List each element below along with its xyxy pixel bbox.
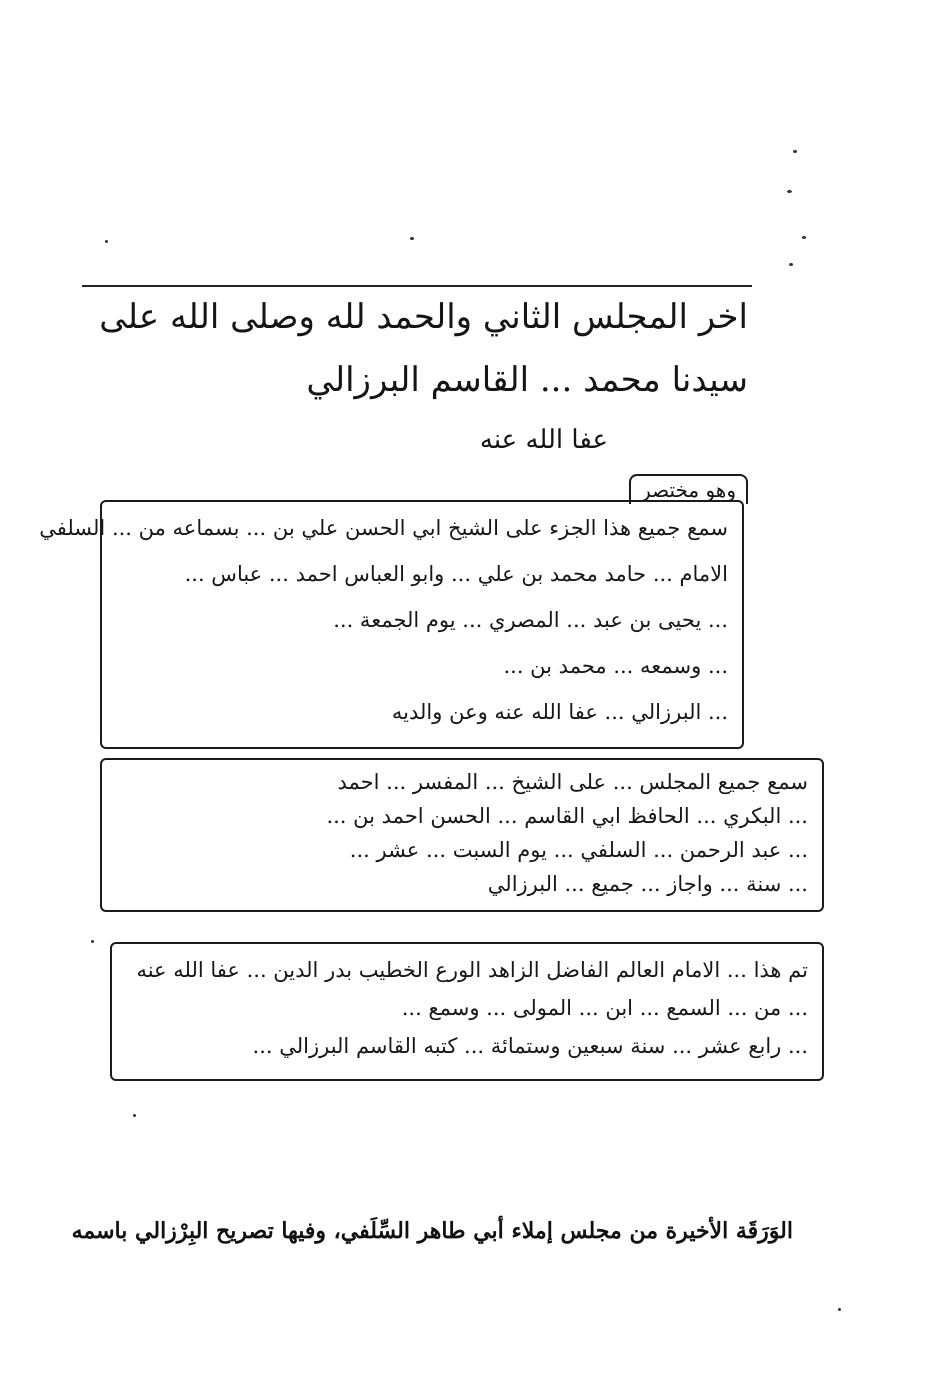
- scan-speck: [838, 1308, 841, 1311]
- manuscript-title-line-3: عفا الله عنه: [479, 425, 608, 455]
- manuscript-title-line-1: اخر المجلس الثاني والحمد لله وصلى الله على: [99, 297, 748, 337]
- header-rule: [82, 285, 752, 287]
- note-line: ... سنة ... واجاز ... جميع ... البرزالي: [487, 872, 808, 896]
- note-line: ... يحيى بن عبد ... المصري ... يوم الجمعة ...: [333, 608, 728, 632]
- note-line: الامام ... حامد محمد بن علي ... وابو العباس احمد ... عباس ...: [184, 562, 728, 586]
- manuscript-title-line-2: سيدنا محمد ... القاسم البرزالي: [306, 360, 748, 400]
- note-line: ... عبد الرحمن ... السلفي ... يوم السبت ... عشر ...: [349, 838, 808, 862]
- scan-speck: [789, 263, 793, 266]
- note-line: ... من ... السمع ... ابن ... المولى ... وسمع ...: [401, 996, 808, 1020]
- note-line: تم هذا ... الامام العالم الفاضل الزاهد الورع الخطيب بدر الدين ... عفا الله عنه: [136, 958, 808, 982]
- note-line: ... وسمعه ... محمد بن ...: [503, 654, 728, 678]
- scan-speck: [91, 940, 94, 943]
- scan-speck: [793, 150, 797, 153]
- scan-speck: [105, 240, 108, 243]
- figure-caption: الوَرَقَة الأخيرة من مجلس إملاء أبي طاهر السِّلَفي، وفيها تصريح البِرْزالي باسمه: [71, 1218, 793, 1244]
- note-line: ... البرزالي ... عفا الله عنه وعن والديه: [391, 700, 728, 724]
- sama-note-box-3: [110, 942, 824, 1081]
- sama-note-box-1: [39, 500, 744, 749]
- scan-speck: [787, 190, 792, 193]
- note-line: سمع جميع المجلس ... على الشيخ ... المفسر ... احمد: [337, 770, 808, 794]
- section-label: وهو مختصر: [629, 474, 748, 504]
- scan-speck: [133, 1114, 136, 1117]
- note-line: سمع جميع هذا الجزء على الشيخ ابي الحسن علي بن ... بسماعه من ... السلفي: [39, 516, 728, 540]
- note-line: ... رابع عشر ... سنة سبعين وستمائة ... كتبه القاسم البرزالي ...: [252, 1034, 808, 1058]
- sama-note-box-2: [100, 758, 824, 912]
- note-line: ... البكري ... الحافظ ابي القاسم ... الحسن احمد بن ...: [326, 804, 808, 828]
- scan-speck: [802, 236, 806, 239]
- scan-speck: [410, 237, 414, 240]
